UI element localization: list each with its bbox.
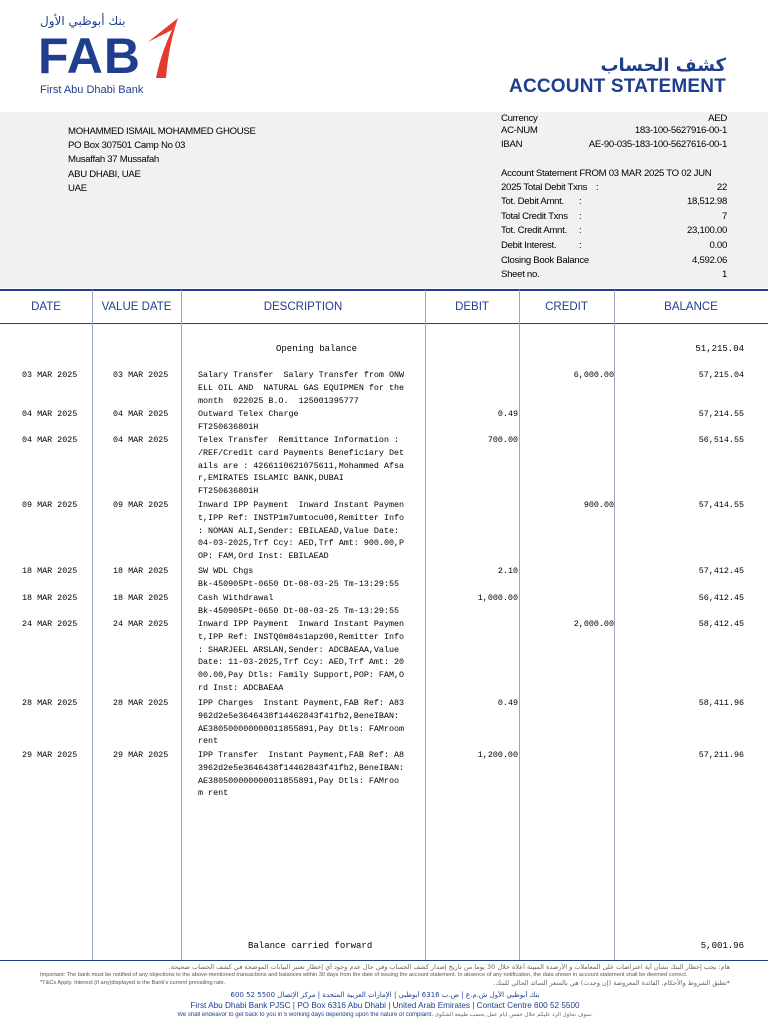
row-balance: 57,215.04 xyxy=(698,370,744,380)
row-description: Cash Withdrawal Bk-450905Pt-0650 Dt-08-03-25 Tm-13:29:55 xyxy=(198,593,400,616)
row-description: Inward IPP Payment Inward Instant Paymen t,IPP Ref: INSTP1m7umtocu00,Remitter Info : NOMAN ALI,Sender: EBILAEAD,Value Date: 04-03-2025,Trf Ccy: AED,Trf Amt: 900.00,P OP: FAM,Ord Inst: EBILAEAD xyxy=(198,500,405,562)
bank-logo: FAB xyxy=(38,28,141,84)
row-value-date: 28 MAR 2025 xyxy=(113,698,169,708)
column-header-balance: BALANCE xyxy=(664,301,718,313)
closing-balance-value: 4,592.06 xyxy=(692,255,727,266)
row-credit: 900.00 xyxy=(583,500,614,510)
footer-endeavor-text: We shall endeavor to get back to you in 5 working days depending upon the nature of complaint. xyxy=(177,1012,434,1018)
row-value-date: 09 MAR 2025 xyxy=(113,500,169,510)
row-date: 04 MAR 2025 xyxy=(22,435,78,445)
row-description: IPP Charges Instant Payment,FAB Ref: A83 962d2e5e3646438f14462843f41fb2,BeneIBAN: AE380500000000011855891,Pay Dtls: FAMroom rent xyxy=(198,698,405,747)
sheet-no-label: Sheet no. xyxy=(501,269,540,280)
colon: : xyxy=(579,240,582,251)
footer-important-text: Important: The bank must be notified of any objections to the above-mentioned transactions and balances within 30 days from the date of issuing the account statement. In absence of any notification, the data shown in account statement shall be deemed correct. xyxy=(40,972,688,978)
logo-swoosh-icon xyxy=(148,16,182,82)
colon: : xyxy=(579,196,582,207)
opening-balance-label: Opening balance xyxy=(276,344,358,354)
row-debit: 0.49 xyxy=(497,409,518,419)
currency-row xyxy=(501,113,727,124)
carried-forward-value: 5,001.96 xyxy=(700,941,744,951)
opening-balance-value: 51,215.04 xyxy=(695,344,744,354)
row-value-date: 29 MAR 2025 xyxy=(113,750,169,760)
row-balance: 57,214.55 xyxy=(698,409,744,419)
row-description: Telex Transfer Remittance Information : /REF/Credit card Payments Beneficiary Det ails are : 4266110621075611,Mohammed Afsa r,EMIRATES ISLAMIC BANK,DUBAI FT250636801H xyxy=(198,435,405,497)
logo-arabic-text: بنك أبوظبي الأول xyxy=(40,14,126,28)
row-value-date: 04 MAR 2025 xyxy=(113,435,169,445)
tot-credit-amnt-value: 23,100.00 xyxy=(687,225,727,236)
carried-forward-label: Balance carried forward xyxy=(248,941,373,951)
row-credit: 6,000.00 xyxy=(573,370,614,380)
column-header-credit: CREDIT xyxy=(545,301,588,313)
footer-important-arabic: هام: يجب إخطار البنك بشأن أية اعتراضات على المعاملات و الأرصدة المبينة أعلاه خلال 30 يوما من تاريخ إصدار كشف الحساب وفي حال عدم وجود أي إخطار تعتبر البيانات الموضحة في كشف الحساب صحيحة. xyxy=(168,963,730,971)
total-credit-txns-value: 7 xyxy=(721,211,727,222)
colon: : xyxy=(579,211,582,222)
colon: : xyxy=(579,225,582,236)
row-value-date: 03 MAR 2025 xyxy=(113,370,169,380)
row-date: 18 MAR 2025 xyxy=(22,566,78,576)
debit-interest-row xyxy=(501,240,727,251)
row-description: IPP Transfer Instant Payment,FAB Ref: A8 3962d2e5e3646438f14462843f41fb2,BeneIBAN: AE380500000000011855891,Pay Dtls: FAMroo m rent xyxy=(198,750,405,799)
row-description: Salary Transfer Salary Transfer from ONW ELL OIL AND NATURAL GAS EQUIPMEN for the month 022025 B.O. 125001395777 xyxy=(198,370,405,406)
column-divider xyxy=(181,290,182,960)
row-balance: 57,412.45 xyxy=(698,566,744,576)
row-date: 04 MAR 2025 xyxy=(22,409,78,419)
column-divider xyxy=(92,290,93,960)
row-debit: 2.10 xyxy=(497,566,518,576)
column-divider xyxy=(425,290,426,960)
tot-credit-amnt-row xyxy=(501,225,727,236)
footer-endeavor xyxy=(150,1012,620,1018)
acnum-label: AC-NUM xyxy=(501,125,538,136)
statement-period xyxy=(501,168,727,179)
closing-balance-row xyxy=(501,255,727,266)
row-date: 24 MAR 2025 xyxy=(22,619,78,629)
bank-name: First Abu Dhabi Bank xyxy=(40,84,144,96)
debit-interest-label: Debit Interest. xyxy=(501,240,557,251)
row-description: Inward IPP Payment Inward Instant Paymen t,IPP Ref: INSTQ0m84s1apz00,Remitter Info : SHARJEEL ARSLAN,Sender: ADCBAEAA,Value Date: 11-03-2025,Trf Ccy: AED,Trf Amt: 20 00.00,Pay Dtls: Family Support,POP: FAM,O rd Inst: ADCBAEAA xyxy=(198,619,405,693)
customer-city: ABU DHABI, UAE xyxy=(68,169,141,180)
row-date: 03 MAR 2025 xyxy=(22,370,78,380)
column-header-date: DATE xyxy=(31,301,61,313)
total-credit-txns-label: Total Credit Txns xyxy=(501,211,568,222)
row-debit: 0.49 xyxy=(497,698,518,708)
row-description: Outward Telex Charge FT250636801H xyxy=(198,409,299,432)
tot-debit-amnt-value: 18,512.98 xyxy=(687,196,727,207)
iban-value: AE-90-035-183-100-5627616-00-1 xyxy=(588,139,727,150)
footer-endeavor-arabic: سوف نحاول الرد عليكم خلال خمس أيام عمل بحسب طبيعة الشكوى. xyxy=(434,1012,593,1018)
colon: : xyxy=(596,182,599,193)
tot-debit-amnt-label: Tot. Debit Amnt. xyxy=(501,196,564,207)
row-credit: 2,000.00 xyxy=(573,619,614,629)
statement-title-arabic: كشف الحساب xyxy=(600,55,726,76)
sheet-no-value: 1 xyxy=(721,269,727,280)
total-debit-txns-label: 2025 Total Debit Txns xyxy=(501,182,588,193)
row-debit: 700.00 xyxy=(487,435,518,445)
currency-value: AED xyxy=(708,113,727,124)
footer-rule xyxy=(0,960,768,961)
footer-contact-arabic: بنك أبوظبي الأول ش.م.ع | ص.ب 6316 أبوظبي | الإمارات العربية المتحدة | مركز الإتصال 5500 52 600 xyxy=(230,991,540,999)
row-balance: 58,412.45 xyxy=(698,619,744,629)
currency-label: Currency xyxy=(501,113,538,124)
row-balance: 57,414.55 xyxy=(698,500,744,510)
total-credit-txns-row xyxy=(501,211,727,222)
debit-interest-value: 0.00 xyxy=(709,240,727,251)
row-value-date: 18 MAR 2025 xyxy=(113,593,169,603)
row-debit: 1,200.00 xyxy=(477,750,518,760)
row-date: 28 MAR 2025 xyxy=(22,698,78,708)
tot-credit-amnt-label: Tot. Credit Amnt. xyxy=(501,225,567,236)
column-header-value-date: VALUE DATE xyxy=(101,301,172,313)
customer-country: UAE xyxy=(68,183,87,194)
column-header-description: DESCRIPTION xyxy=(263,301,343,313)
row-balance: 56,412.45 xyxy=(698,593,744,603)
row-date: 18 MAR 2025 xyxy=(22,593,78,603)
acnum-row xyxy=(501,125,727,136)
customer-name: MOHAMMED ISMAIL MOHAMMED GHOUSE xyxy=(68,126,256,137)
total-debit-txns-value: 22 xyxy=(716,182,727,193)
row-balance: 58,411.96 xyxy=(698,698,744,708)
statement-title: ACCOUNT STATEMENT xyxy=(509,76,726,97)
row-value-date: 18 MAR 2025 xyxy=(113,566,169,576)
row-balance: 56,514.55 xyxy=(698,435,744,445)
acnum-value: 183-100-5627916-00-1 xyxy=(634,125,727,136)
closing-balance-label: Closing Book Balance xyxy=(501,255,589,266)
footer-contact: First Abu Dhabi Bank PJSC | PO Box 6316 Abu Dhabi | United Arab Emirates | Contact Centre 600 52 5500 xyxy=(190,1001,580,1010)
row-debit: 1,000.00 xyxy=(477,593,518,603)
customer-address-line1: PO Box 307501 Camp No 03 xyxy=(68,140,186,151)
row-value-date: 24 MAR 2025 xyxy=(113,619,169,629)
sheet-no-row xyxy=(501,269,727,280)
row-value-date: 04 MAR 2025 xyxy=(113,409,169,419)
iban-label: IBAN xyxy=(501,139,523,150)
footer-tcs-arabic: *تطبق الشروط والأحكام. الفائدة المعروضة (إن وجدت) هي بالسعر السائد الحالي للبنك. xyxy=(493,979,730,987)
column-header-debit: DEBIT xyxy=(455,301,489,313)
footer-tcs-text: *T&Cs Apply. Interest (if any)displayed is the Bank's current prevailing rate. xyxy=(40,980,226,986)
row-balance: 57,211.96 xyxy=(698,750,744,760)
statement-period-text: Account Statement FROM 03 MAR 2025 TO 02 JUN xyxy=(501,168,712,179)
row-description: SW WDL Chgs Bk-450905Pt-0650 Dt-08-03-25 Tm-13:29:55 xyxy=(198,566,400,589)
customer-address-line2: Musaffah 37 Mussafah xyxy=(68,154,159,165)
iban-row xyxy=(501,139,727,150)
total-debit-txns-row xyxy=(501,182,727,193)
row-date: 09 MAR 2025 xyxy=(22,500,78,510)
tot-debit-amnt-row xyxy=(501,196,727,207)
row-date: 29 MAR 2025 xyxy=(22,750,78,760)
